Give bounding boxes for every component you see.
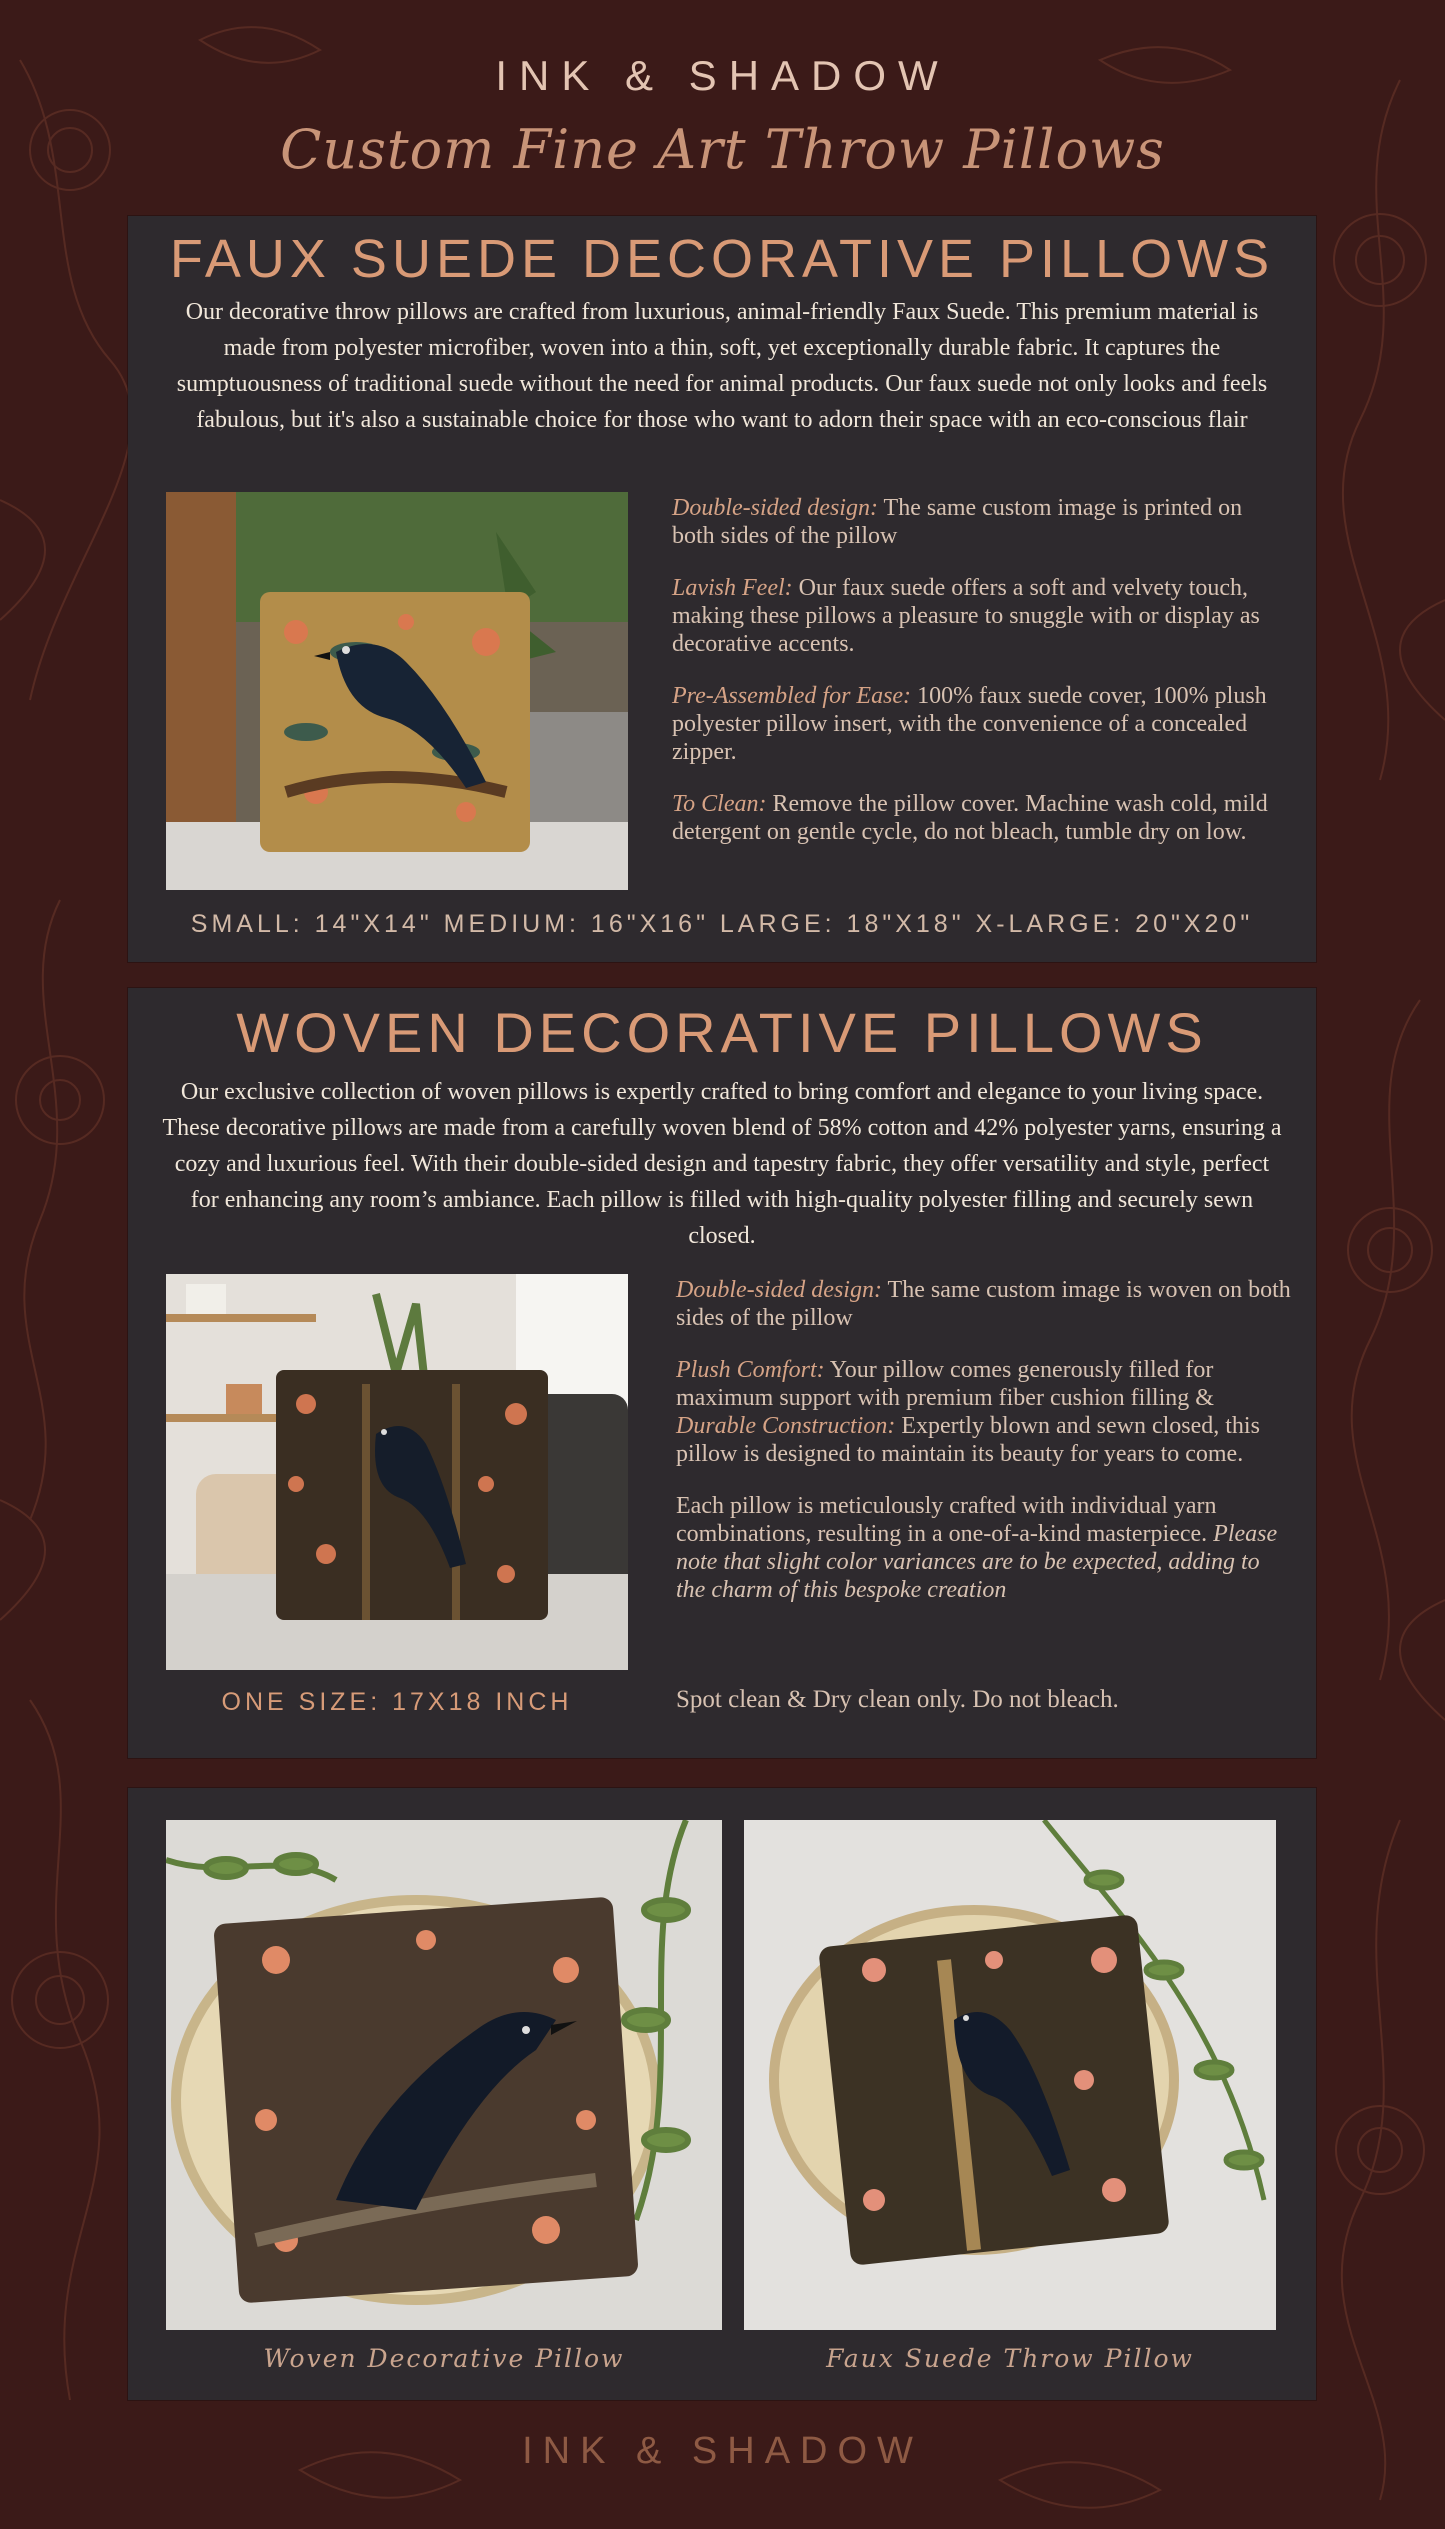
- feature-double-sided-woven: Double-sided design: The same custom image is woven on both sides of the pillow: [676, 1277, 1291, 1331]
- gallery-section: [128, 1788, 1316, 2400]
- feature-to-clean: To Clean: Remove the pillow cover. Machine wash cold, mild detergent on gentle cycle, do not bleach, tumble dry on low.: [672, 791, 1268, 845]
- faux-suede-intro: Our decorative throw pillows are crafted from luxurious, animal-friendly Faux Suede. This premium material is made from polyester microfiber, woven into a thin, soft, yet exceptionally durable fabric. It captures the sumptuousness of traditional suede without the need for animal products. Our faux suede not only looks and feels fabulous, but it's also a sustainable choice for those who want to adorn their space with an eco-conscious flair: [176, 299, 1268, 433]
- faux-suede-pillow-photo: [166, 492, 628, 890]
- woven-size: ONE SIZE: 17X18 INCH: [221, 1688, 573, 1716]
- feature-lavish-feel: Lavish Feel: Our faux suede offers a soft and velvety touch, making these pillows a pleasure to snuggle with or display as decorative accents.: [672, 575, 1260, 657]
- woven-pillow-photo: [166, 1274, 628, 1670]
- woven-pillow-gallery-photo: [166, 1820, 722, 2330]
- faux-suede-title: FAUX SUEDE DECORATIVE PILLOWS: [169, 229, 1275, 289]
- brand-tagline: Custom Fine Art Throw Pillows: [280, 118, 1165, 181]
- feature-pre-assembled: Pre-Assembled for Ease: 100% faux suede cover, 100% plush polyester pillow insert, with the convenience of a concealed zipper.: [672, 683, 1267, 765]
- woven-care-instructions: Spot clean & Dry clean only. Do not bleach.: [676, 1686, 1119, 1713]
- woven-features: [676, 1276, 1292, 1628]
- faux-suede-pillow-gallery-photo: [744, 1820, 1276, 2330]
- faux-suede-section: [128, 216, 1316, 962]
- faux-suede-features: [672, 494, 1282, 870]
- brand-title: INK & SHADOW: [495, 52, 950, 99]
- woven-title: WOVEN DECORATIVE PILLOWS: [236, 1001, 1208, 1064]
- woven-pillow-caption: Woven Decorative Pillow: [263, 2344, 625, 2373]
- feature-double-sided: Double-sided design: The same custom image is printed on both sides of the pillow: [672, 495, 1243, 549]
- faux-suede-sizes: SMALL: 14"X14" MEDIUM: 16"X16" LARGE: 18"X18" X-LARGE: 20"X20": [190, 910, 1254, 938]
- faux-suede-pillow-caption: Faux Suede Throw Pillow: [826, 2344, 1194, 2373]
- feature-meticulously-crafted: Each pillow is meticulously crafted with individual yarn combinations, resulting in a one-of-a-kind masterpiece. Please note that slight color variances are to be expected, adding to the charm of this bespoke creation: [676, 1493, 1278, 1603]
- footer-brand: INK & SHADOW: [522, 2430, 923, 2472]
- woven-section: [128, 988, 1316, 1758]
- feature-plush-comfort: Plush Comfort: Your pillow comes generously filled for maximum support with premium fiber cushion filling & Durable Construction: Expertly blown and sewn closed, this pillow is designed to maintain its beauty for years to come.: [676, 1357, 1260, 1467]
- woven-intro: Our exclusive collection of woven pillows is expertly crafted to bring comfort and elegance to your living space. These decorative pillows are made from a carefully woven blend of 58% cotton and 42% polyester yarns, ensuring a cozy and luxurious feel. With their double-sided design and tapestry fabric, they offer versatility and style, perfect for enhancing any room’s ambiance. Each pillow is filled with high-quality polyester filling and securely sewn closed.: [162, 1079, 1282, 1249]
